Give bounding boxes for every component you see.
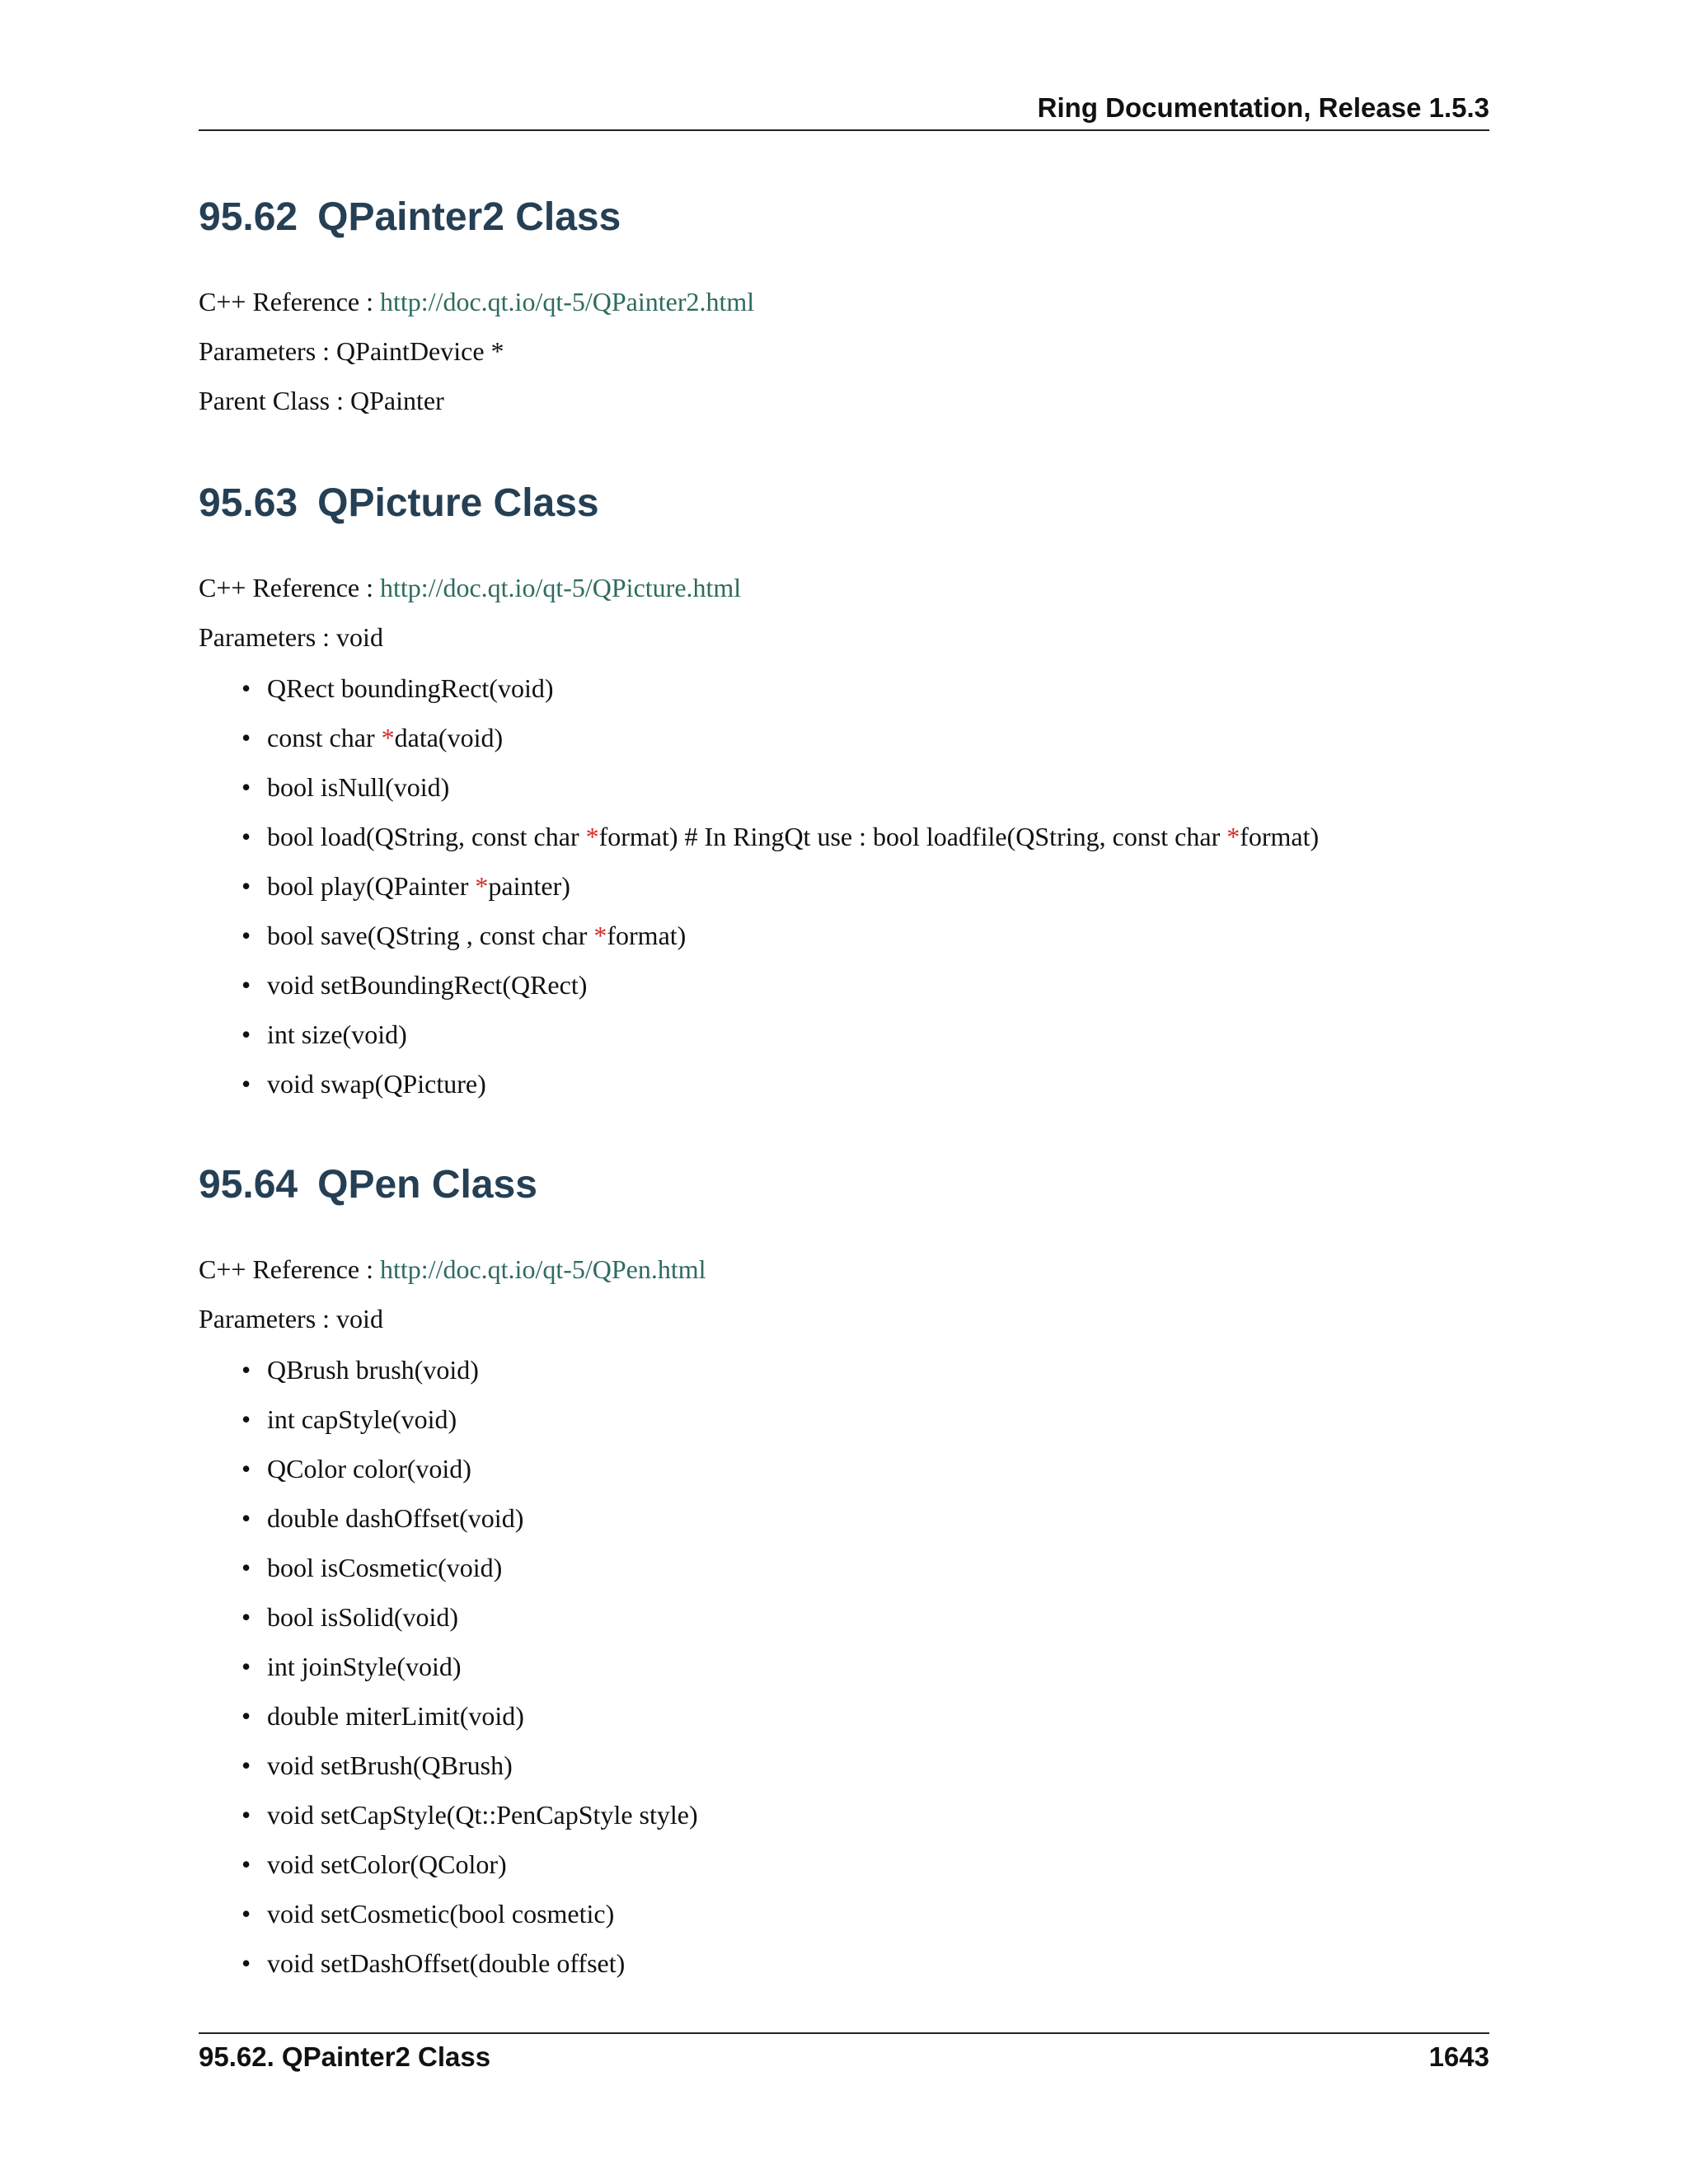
parameters-line: Parameters : QPaintDevice *	[199, 336, 504, 366]
section-number: 95.62	[199, 195, 298, 239]
method-text: int capStyle(void)	[267, 1404, 457, 1434]
bullet-icon: •	[241, 673, 251, 703]
section-title: QPen Class	[317, 1163, 537, 1207]
cpp-reference-link[interactable]: http://doc.qt.io/qt-5/QPainter2.html	[380, 287, 755, 316]
method-item	[199, 1601, 698, 1650]
method-text: bool isCosmetic(void)	[267, 1553, 503, 1582]
section-heading-qpicture	[199, 480, 599, 526]
method-item	[199, 1947, 698, 1996]
section-number: 95.63	[199, 481, 298, 525]
header-divider	[199, 129, 1489, 131]
method-text: void setColor(QColor)	[267, 1849, 507, 1879]
method-text: void swap(QPicture)	[267, 1069, 486, 1099]
method-text: data(void)	[394, 723, 504, 752]
method-item	[199, 672, 1319, 721]
bullet-icon: •	[241, 1849, 251, 1879]
method-item	[199, 1551, 698, 1601]
cpp-reference-line	[199, 287, 754, 317]
method-text: QRect boundingRect(void)	[267, 673, 554, 703]
bullet-icon: •	[241, 1602, 251, 1632]
method-item	[199, 771, 1319, 820]
method-item	[199, 1403, 698, 1452]
running-header: Ring Documentation, Release 1.5.3	[1037, 92, 1489, 123]
method-text: void setDashOffset(double offset)	[267, 1948, 626, 1978]
bullet-icon: •	[241, 1800, 251, 1830]
bullet-icon: •	[241, 822, 251, 851]
method-text: bool load(QString, const char	[267, 822, 586, 851]
pointer-star: *	[381, 723, 395, 752]
method-text: void setCapStyle(Qt::PenCapStyle style)	[267, 1800, 698, 1830]
cpp-reference-line	[199, 1254, 706, 1285]
parent-class-line: Parent Class : QPainter	[199, 386, 444, 415]
bullet-icon: •	[241, 1019, 251, 1049]
bullet-icon: •	[241, 970, 251, 1000]
cpp-reference-label: C++ Reference :	[199, 287, 380, 316]
footer-divider	[199, 2032, 1489, 2034]
method-text: bool play(QPainter	[267, 871, 476, 901]
cpp-reference-line	[199, 573, 741, 603]
pointer-star: *	[585, 822, 599, 851]
method-item	[199, 1699, 698, 1749]
bullet-icon: •	[241, 1069, 251, 1099]
cpp-reference-link[interactable]: http://doc.qt.io/qt-5/QPen.html	[380, 1254, 706, 1284]
method-text: QBrush brush(void)	[267, 1355, 479, 1385]
bullet-icon: •	[241, 1948, 251, 1978]
method-item	[199, 721, 1319, 771]
bullet-icon: •	[241, 921, 251, 950]
method-item	[199, 1018, 1319, 1067]
method-text: bool isSolid(void)	[267, 1602, 459, 1632]
method-item	[199, 1650, 698, 1699]
parameters-line: Parameters : void	[199, 1304, 383, 1333]
section-number: 95.64	[199, 1163, 298, 1207]
bullet-icon: •	[241, 723, 251, 752]
method-item	[199, 919, 1319, 968]
bullet-icon: •	[241, 871, 251, 901]
parameters-line: Parameters : void	[199, 622, 383, 652]
method-item	[199, 1897, 698, 1947]
method-text: int joinStyle(void)	[267, 1652, 462, 1681]
method-text: QColor color(void)	[267, 1454, 471, 1483]
method-item	[199, 1749, 698, 1798]
method-text: bool save(QString , const char	[267, 921, 594, 950]
method-item	[199, 869, 1319, 919]
bullet-icon: •	[241, 1355, 251, 1385]
method-text: int size(void)	[267, 1019, 407, 1049]
bullet-icon: •	[241, 1750, 251, 1780]
section-heading-qpainter2	[199, 194, 621, 240]
method-item	[199, 1798, 698, 1848]
method-text: format)	[607, 921, 687, 950]
bullet-icon: •	[241, 1701, 251, 1731]
section-heading-qpen	[199, 1162, 537, 1207]
bullet-icon: •	[241, 1899, 251, 1929]
bullet-icon: •	[241, 1404, 251, 1434]
cpp-reference-link[interactable]: http://doc.qt.io/qt-5/QPicture.html	[380, 573, 742, 602]
method-text: format) # In RingQt use : bool loadfile(QString, const char	[598, 822, 1227, 851]
method-list-qpicture	[199, 672, 1319, 1117]
bullet-icon: •	[241, 772, 251, 802]
method-text: void setBoundingRect(QRect)	[267, 970, 588, 1000]
method-item	[199, 968, 1319, 1018]
section-title: QPainter2 Class	[317, 195, 621, 239]
footer-section-title: 95.62. QPainter2 Class	[199, 2041, 491, 2072]
cpp-reference-label: C++ Reference :	[199, 1254, 380, 1284]
method-item	[199, 820, 1319, 869]
page-number: 1643	[1428, 2041, 1489, 2072]
bullet-icon: •	[241, 1503, 251, 1533]
method-text: painter)	[488, 871, 570, 901]
method-text: double dashOffset(void)	[267, 1503, 524, 1533]
method-item	[199, 1502, 698, 1551]
bullet-icon: •	[241, 1553, 251, 1582]
pointer-star: *	[475, 871, 489, 901]
pointer-star: *	[1226, 822, 1240, 851]
method-text: bool isNull(void)	[267, 772, 450, 802]
method-item	[199, 1353, 698, 1403]
pointer-star: *	[593, 921, 607, 950]
method-item	[199, 1848, 698, 1897]
method-text: double miterLimit(void)	[267, 1701, 524, 1731]
bullet-icon: •	[241, 1454, 251, 1483]
cpp-reference-label: C++ Reference :	[199, 573, 380, 602]
method-text: const char	[267, 723, 382, 752]
method-text: format)	[1240, 822, 1320, 851]
section-title: QPicture Class	[317, 481, 599, 525]
method-text: void setCosmetic(bool cosmetic)	[267, 1899, 615, 1929]
method-list-qpen	[199, 1353, 698, 1996]
method-item	[199, 1067, 1319, 1117]
method-item	[199, 1452, 698, 1502]
method-text: void setBrush(QBrush)	[267, 1750, 513, 1780]
bullet-icon: •	[241, 1652, 251, 1681]
